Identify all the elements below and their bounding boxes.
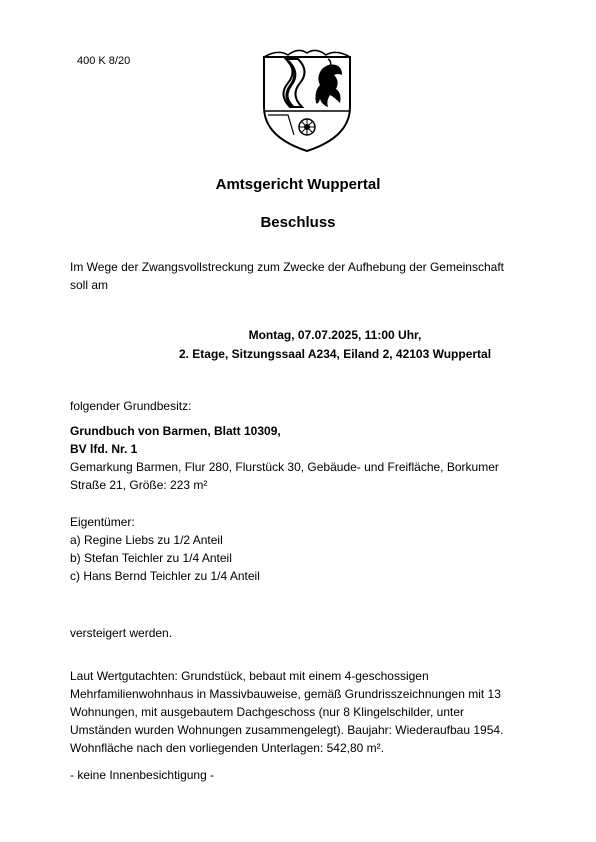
appraisal-line-2: Mehrfamilienwohnhaus in Massivbauweise, gemäß Grundrisszeichnungen mit 13	[70, 687, 501, 701]
file-reference: 400 K 8/20	[77, 55, 131, 67]
appraisal-line-5: Wohnfläche nach den vorliegenden Unterlagen: 542,80 m².	[70, 741, 384, 755]
owner-a: a) Regine Liebs zu 1/2 Anteil	[70, 533, 223, 547]
appraisal-line-3: Wohnungen, mit ausgebautem Dachgeschoss (nur 8 Klingelschilder, unter	[70, 705, 465, 719]
auction-statement: versteigert werden.	[70, 626, 173, 640]
date-line: Montag, 07.07.2025, 11:00 Uhr,	[248, 328, 422, 342]
intro-line-1: Im Wege der Zwangsvollstreckung zum Zwecke der Aufhebung der Gemeinschaft	[70, 260, 504, 274]
owner-c: c) Hans Bernd Teichler zu 1/4 Anteil	[70, 569, 260, 583]
owner-b: b) Stefan Teichler zu 1/4 Anteil	[70, 551, 232, 565]
owners-heading: Eigentümer:	[70, 515, 135, 529]
land-register: Grundbuch von Barmen, Blatt 10309,	[70, 424, 281, 438]
coat-of-arms-icon	[258, 45, 356, 153]
document-title: Beschluss	[260, 214, 336, 231]
intro-line-2: soll am	[70, 278, 109, 292]
place-line: 2. Etage, Sitzungssaal A234, Eiland 2, 42103 Wuppertal	[178, 347, 492, 361]
bv-number: BV lfd. Nr. 1	[70, 442, 138, 456]
appraisal-line-4: Umständen wurden Wohnungen zusammengelegt). Baujahr: Wiederaufbau 1954.	[70, 723, 504, 737]
court-name: Amtsgericht Wuppertal	[215, 176, 381, 193]
appraisal-line-1: Laut Wertgutachten: Grundstück, bebaut mit einem 4-geschossigen	[70, 669, 429, 683]
inspection-note: - keine Innenbesichtigung -	[70, 768, 215, 782]
parcel-line-1: Gemarkung Barmen, Flur 280, Flurstück 30, Gebäude- und Freifläche, Borkumer	[70, 460, 499, 474]
parcel-line-2: Straße 21, Größe: 223 m²	[70, 478, 208, 492]
property-heading: folgender Grundbesitz:	[70, 399, 192, 413]
